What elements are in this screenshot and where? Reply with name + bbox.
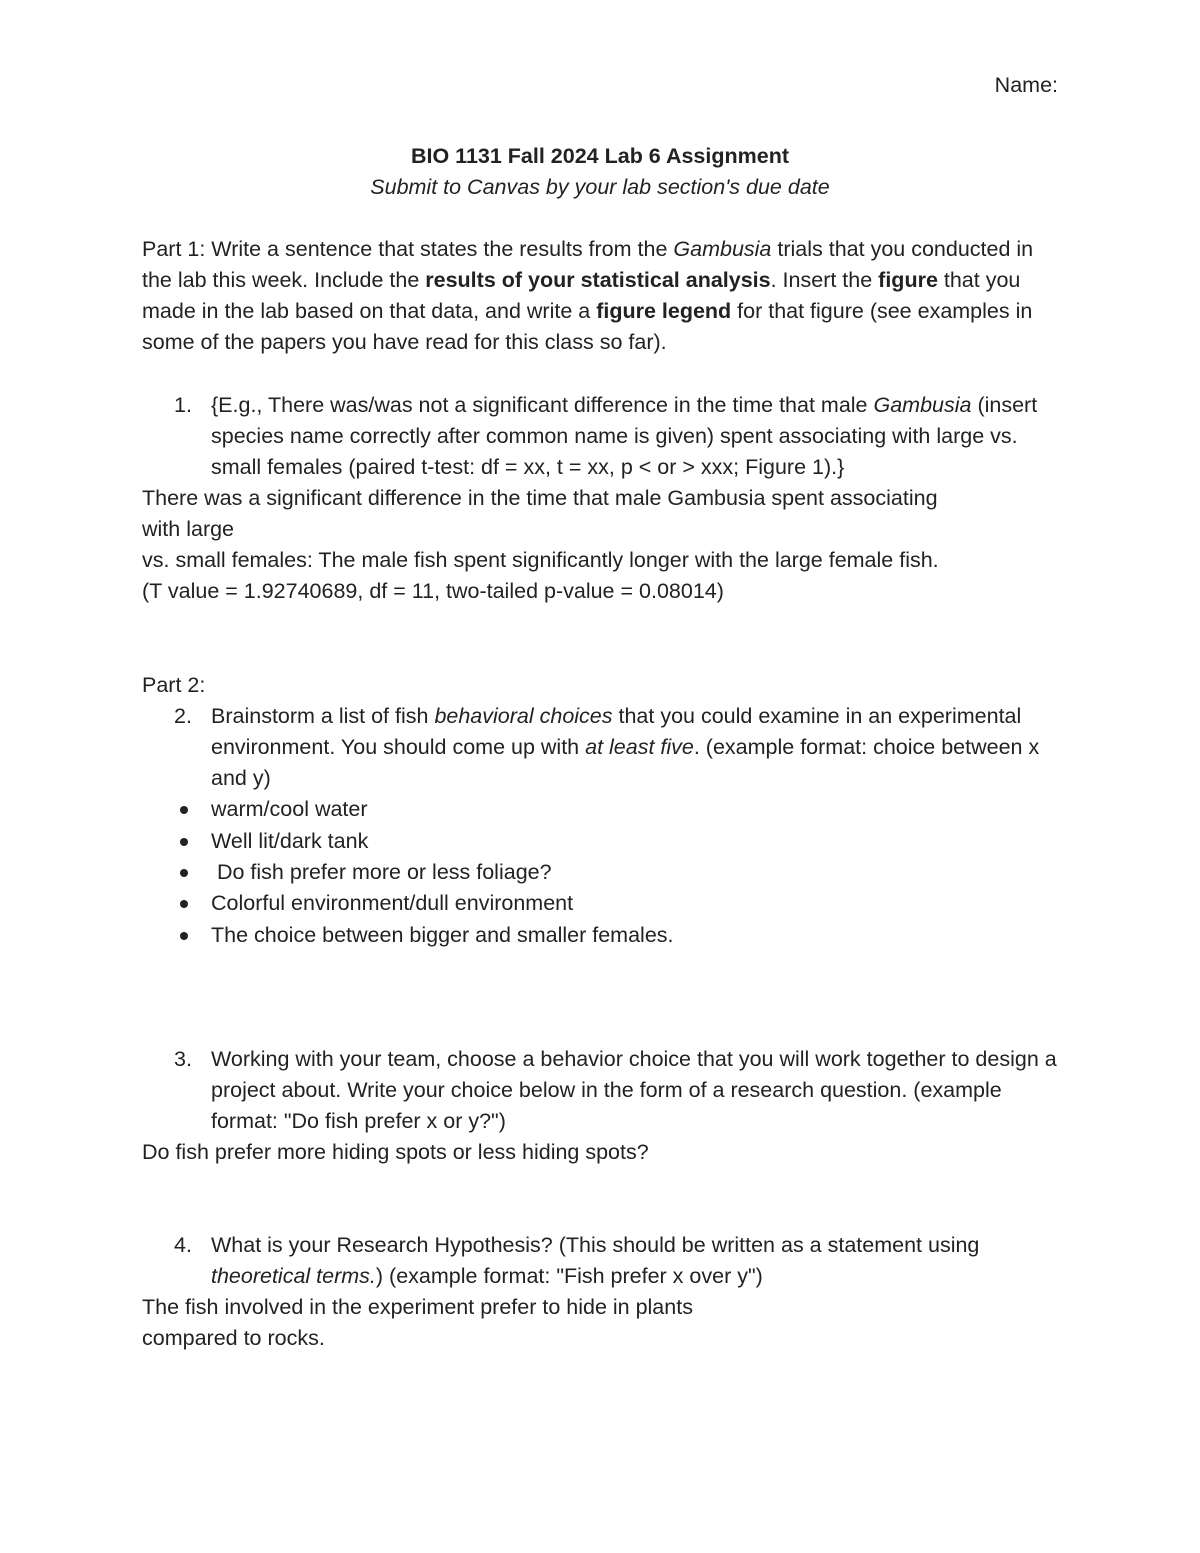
question-3-answer: Do fish prefer more hiding spots or less hiding spots? — [142, 1140, 649, 1164]
page-subtitle: Submit to Canvas by your lab section's due date — [370, 175, 830, 199]
question-3-number: 3. — [174, 1047, 192, 1071]
question-2 — [142, 701, 1062, 794]
bullet-icon — [180, 900, 188, 908]
answer-line: The fish involved in the experiment prefer to hide in plants — [142, 1295, 693, 1319]
list-item: Do fish prefer more or less foliage? — [142, 857, 1062, 888]
question-4-answer — [142, 1292, 1062, 1354]
list-item: Well lit/dark tank — [142, 826, 1062, 857]
bullet-icon — [180, 806, 188, 814]
question-4-number: 4. — [174, 1233, 192, 1257]
question-4-text: What is your Research Hypothesis? (This should be written as a statement using theoretical terms.) (example format: "Fish prefer x over y") — [211, 1233, 980, 1288]
answer-line: There was a significant difference in the time that male Gambusia spent associating — [142, 486, 938, 510]
bullet-icon — [180, 869, 188, 877]
bullet-icon — [180, 838, 188, 846]
question-3 — [142, 1044, 1062, 1137]
question-1-text: {E.g., There was/was not a significant difference in the time that male Gambusia (insert species name correctly after common name is given) spent associating with large vs. small females (paired t-test: df = xx, t = xx, p < or > xxx; Figure 1).} — [211, 393, 1038, 479]
answer-line: with large — [142, 517, 235, 541]
part1-prompt: Part 1: Write a sentence that states the results from the Gambusia trials that you conducted in the lab this week. Include the results of your statistical analysis. Insert the figure that you made in the lab based on that data, and write a figure legend for that figure (see examples in some of the papers you have read for this class so far). — [142, 237, 1034, 354]
answer-line: (T value = 1.92740689, df = 11, two-tailed p-value = 0.08014) — [142, 579, 724, 603]
question-3-text: Working with your team, choose a behavior choice that you will work together to design a project about. Write your choice below in the form of a research question. (example format: "Do fish prefer x or y?") — [211, 1047, 1057, 1133]
answer-line: vs. small females: The male fish spent significantly longer with the large female fish. — [142, 548, 939, 572]
list-item: warm/cool water — [142, 794, 1062, 825]
question-2-number: 2. — [174, 704, 192, 728]
part1-answer — [142, 483, 1062, 607]
name-label: Name: — [994, 73, 1058, 97]
question-2-text: Brainstorm a list of fish behavioral choices that you could examine in an experimental environment. You should come up with at least five. (example format: choice between x and y) — [211, 704, 1040, 790]
page-title: BIO 1131 Fall 2024 Lab 6 Assignment — [410, 144, 789, 168]
list-item: The choice between bigger and smaller females. — [142, 920, 1062, 951]
bullet-icon — [180, 932, 188, 940]
answer-line: compared to rocks. — [142, 1326, 325, 1350]
question-4 — [142, 1230, 1062, 1292]
list-item: Colorful environment/dull environment — [142, 888, 1062, 919]
question-1-number: 1. — [174, 393, 192, 417]
question-1 — [142, 390, 1062, 483]
part2-label: Part 2: — [142, 673, 206, 697]
